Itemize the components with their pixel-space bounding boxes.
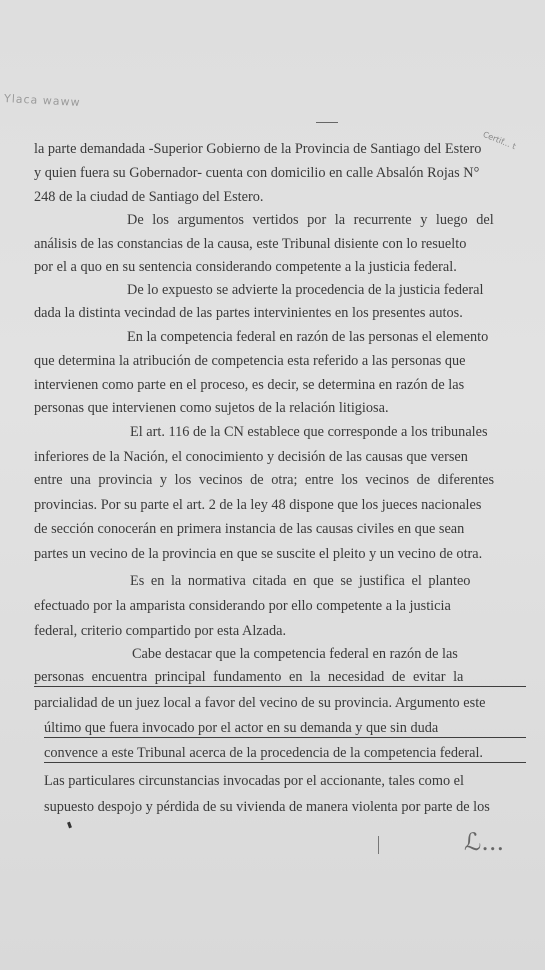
text-line: inferiores de la Nación, el conocimiento y decisión de las causas que versen [34, 449, 468, 465]
text-line: De lo expuesto se advierte la procedencia de la justicia federal [127, 282, 484, 298]
text-line: 248 de la ciudad de Santiago del Estero. [34, 189, 264, 205]
text-line: provincias. Por su parte el art. 2 de la ley 48 dispone que los jueces nacionales [34, 497, 482, 513]
text-line: la parte demandada -Superior Gobierno de la Provincia de Santiago del Estero [34, 141, 482, 157]
text-line: que determina la atribución de competencia esta referido a las personas que [34, 353, 466, 369]
text-line: Es en la normativa citada en que se justifica el planteo [130, 573, 471, 589]
handwritten-mark: ℒ... [464, 828, 505, 856]
text-line: federal, criterio compartido por esta Alzada. [34, 623, 287, 639]
pen-dash [316, 122, 338, 123]
underlined-text-line: último que fuera invocado por el actor en su demanda y que sin duda [44, 719, 526, 738]
text-line: y quien fuera su Gobernador- cuenta con domicilio en calle Absalón Rojas N° [34, 165, 480, 181]
underlined-text-line: Cabe destacar que la competencia federal en razón de las [132, 646, 458, 662]
margin-stamp: Certif... t [481, 129, 518, 152]
text-line: personas que intervienen como sujetos de la relación litigiosa. [34, 400, 389, 416]
text-line: intervienen como parte en el proceso, es decir, se determina en razón de las [34, 377, 465, 393]
text-line: supuesto despojo y pérdida de su vivienda de manera violenta por parte de los [44, 799, 490, 815]
pen-dot [67, 822, 72, 829]
text-line: de sección conocerán en primera instancia de las causas civiles en que sean [34, 521, 465, 537]
text-line: efectuado por la amparista considerando por ello competente a la justicia [34, 598, 451, 614]
handwritten-note: Ylaca waww [3, 92, 81, 109]
pen-tick [378, 836, 379, 854]
text-line: En la competencia federal en razón de las personas el elemento [127, 329, 489, 345]
underlined-text-line: parcialidad de un juez local a favor del vecino de su provincia. Argumento este [34, 695, 486, 711]
text-line: entre una provincia y los vecinos de otra; entre los vecinos de diferentes [34, 472, 495, 488]
text-line: partes un vecino de la provincia en que se suscite el pleito y un vecino de otra. [34, 546, 483, 562]
text-line: por el a quo en su sentencia considerando competente a la justicia federal. [34, 259, 457, 275]
text-line: dada la distinta vecindad de las partes intervinientes en los presentes autos. [34, 305, 463, 321]
text-line: Las particulares circunstancias invocadas por el accionante, tales como el [44, 773, 464, 789]
underlined-text-line: personas encuentra principal fundamento en la necesidad de evitar la [34, 668, 526, 687]
text-line: De los argumentos vertidos por la recurrente y luego del [127, 212, 494, 228]
text-line: análisis de las constancias de la causa, este Tribunal disiente con lo resuelto [34, 236, 467, 252]
underlined-text-line: convence a este Tribunal acerca de la procedencia de la competencia federal. [44, 744, 526, 763]
text-line: El art. 116 de la CN establece que corresponde a los tribunales [130, 424, 488, 440]
